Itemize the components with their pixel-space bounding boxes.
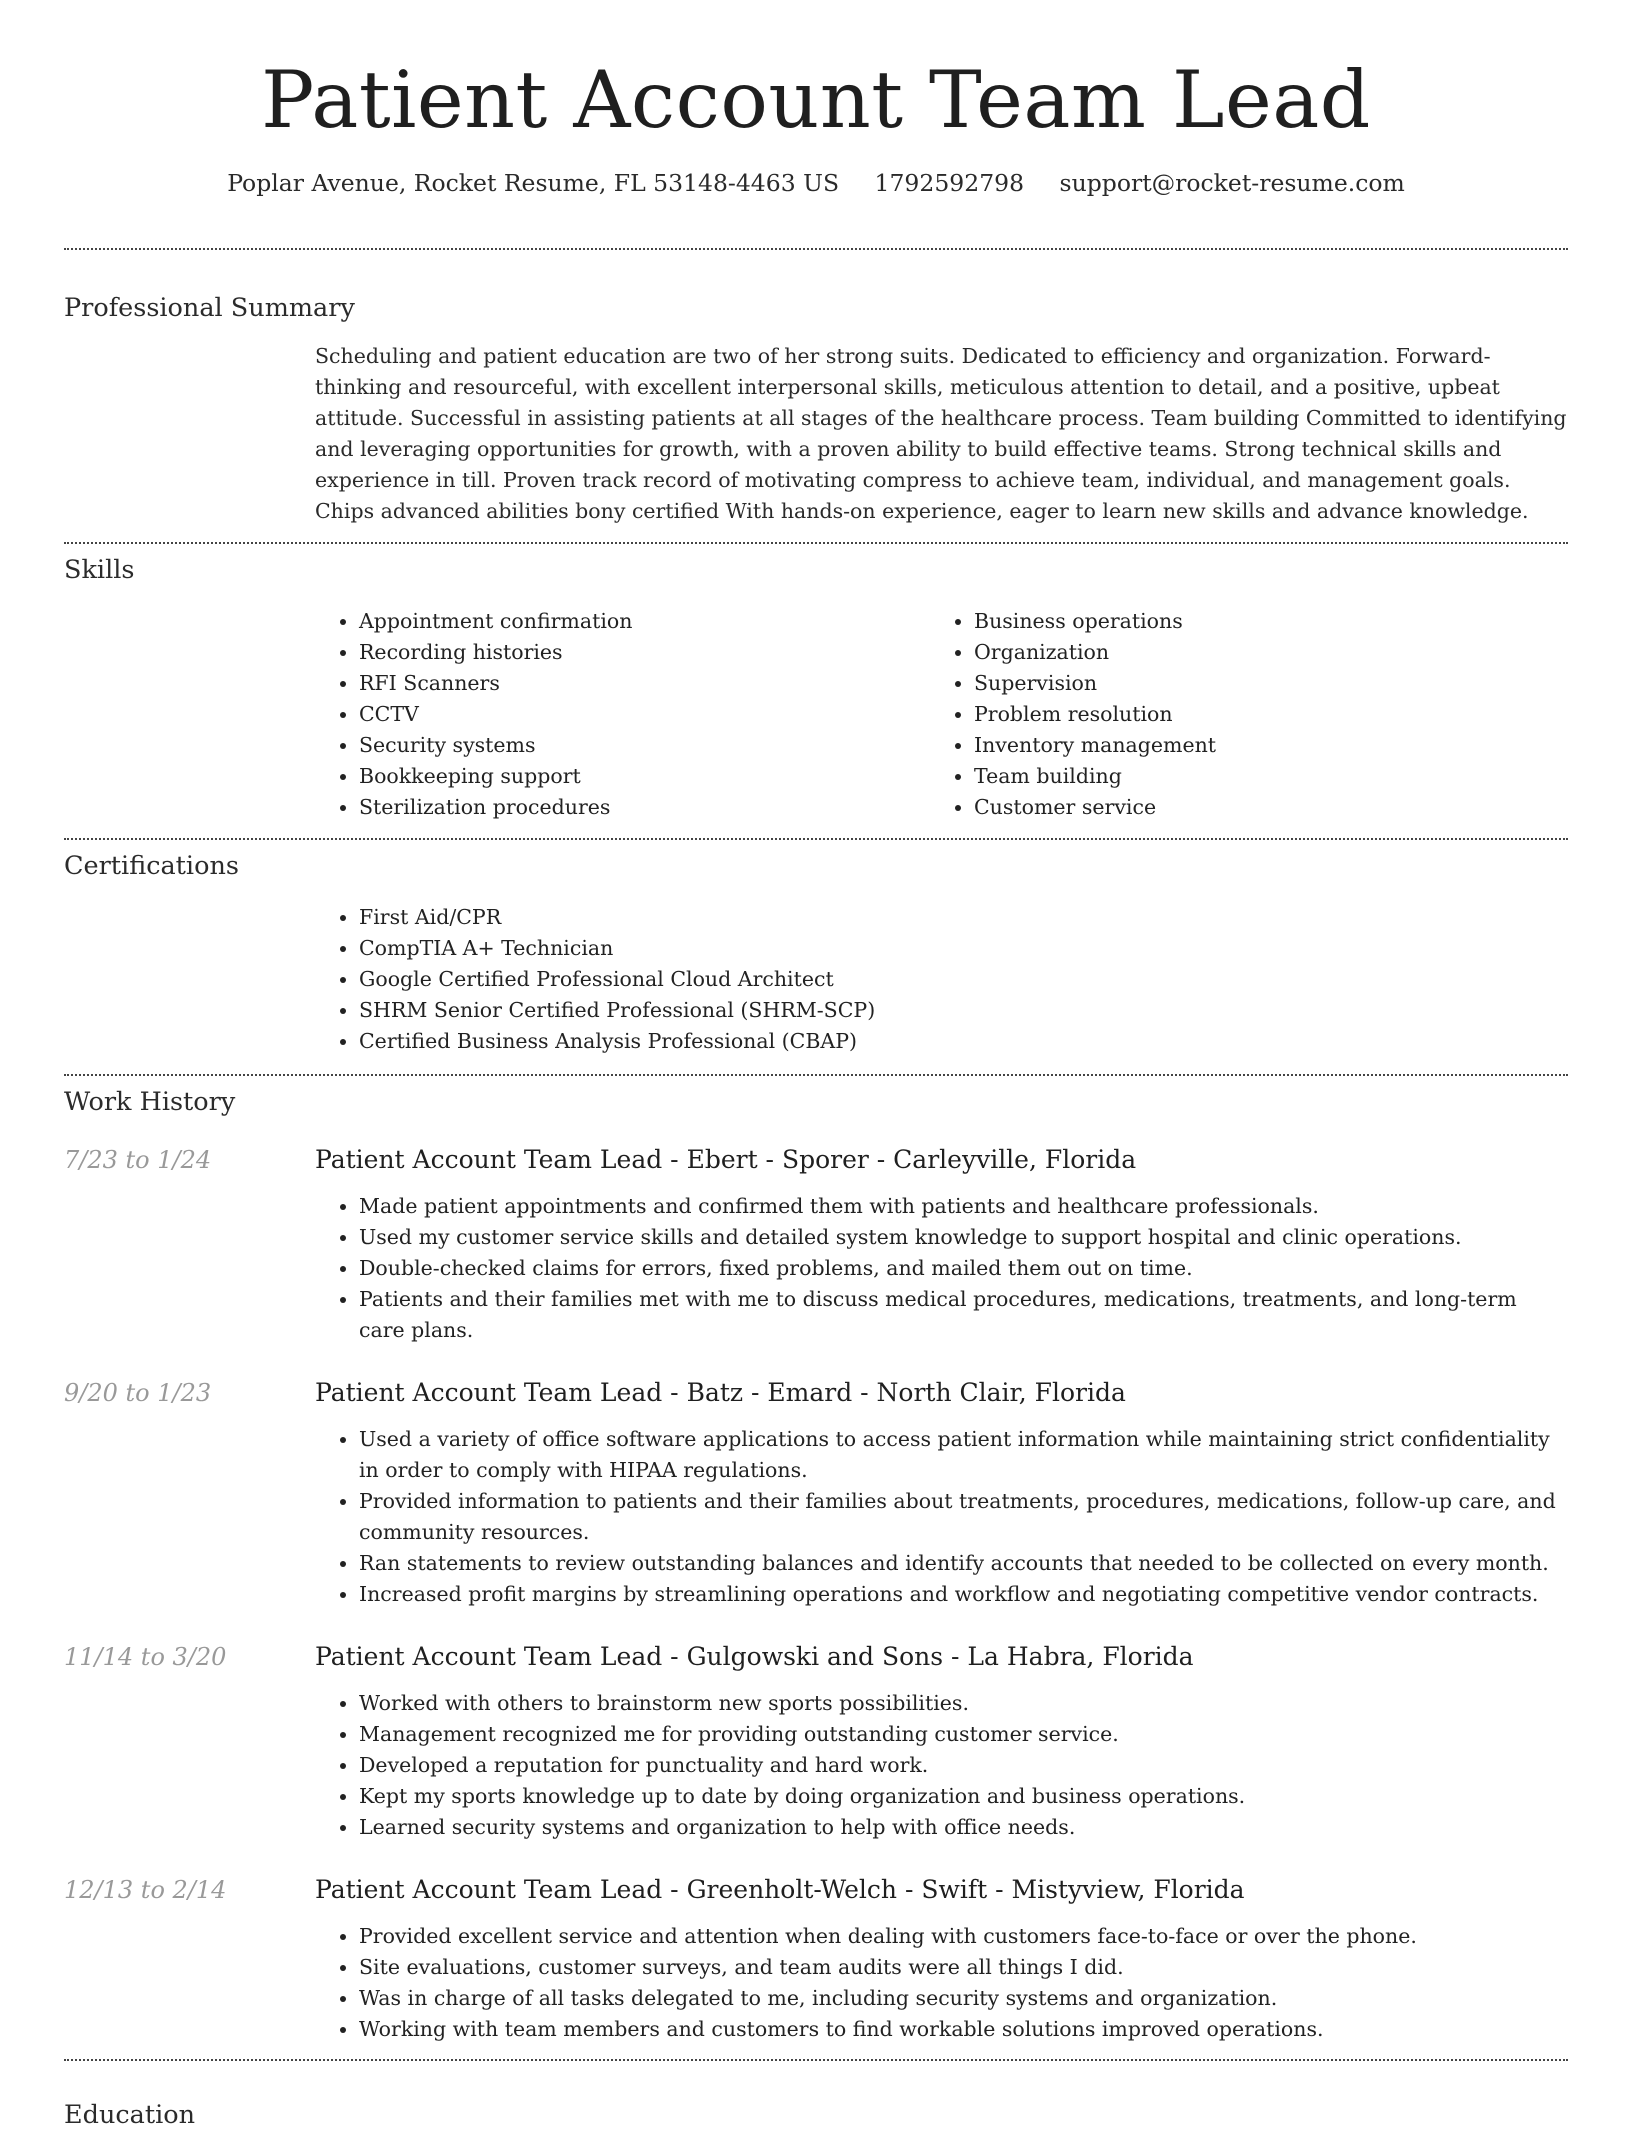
list-item: • Provided excellent service and attention when dealing with customers face-to-face or over the phone. [359,1921,1568,1952]
job-bullets [315,1191,1568,1346]
list-item: • Recording histories [359,637,930,668]
job-dates: 11/14 to 3/20 [64,1643,227,1671]
list-item: • Increased profit margins by streamlining operations and workflow and negotiating competitive vendor contracts. [359,1579,1568,1610]
list-item: • Made patient appointments and confirmed them with patients and healthcare professionals. [359,1191,1568,1222]
job-bullets [315,1921,1568,2045]
job-title: Patient Account Team Lead - Gulgowski and Sons - La Habra, Florida [315,1642,1194,1671]
list-item: • First Aid/CPR [359,902,1568,933]
list-item: • Developed a reputation for punctuality and hard work. [359,1750,1568,1781]
contact-phone: 1792592798 [874,169,1025,197]
resume-name: Patient Account Team Lead [261,54,1371,146]
list-item: • Patients and their families met with me to discuss medical procedures, medications, treatments, and long-term care plans. [359,1284,1568,1346]
list-item: • Ran statements to review outstanding balances and identify accounts that needed to be collected on every month. [359,1548,1568,1579]
skills-list-right [930,606,1545,823]
list-item: • Google Certified Professional Cloud Architect [359,964,1568,995]
list-item: • Was in charge of all tasks delegated to me, including security systems and organization. [359,1983,1568,2014]
list-item: • Worked with others to brainstorm new sports possibilities. [359,1688,1568,1719]
section-title-summary: Professional Summary [64,293,355,323]
contact-email: support@rocket-resume.com [1059,169,1405,197]
list-item: • Double-checked claims for errors, fixed problems, and mailed them out on time. [359,1253,1568,1284]
list-item: • Sterilization procedures [359,792,930,823]
job-title: Patient Account Team Lead - Greenholt-Welch - Swift - Mistyview, Florida [315,1875,1245,1904]
list-item: • Supervision [974,668,1545,699]
list-item: • Used my customer service skills and detailed system knowledge to support hospital and clinic operations. [359,1222,1568,1253]
job-bullets [315,1424,1568,1610]
list-item: • SHRM Senior Certified Professional (SHRM-SCP) [359,995,1568,1026]
section-divider [64,838,1568,840]
list-item: • Appointment confirmation [359,606,930,637]
job-dates: 12/13 to 2/14 [64,1876,227,1904]
section-divider [64,1074,1568,1076]
job-header [64,1143,1568,1177]
list-item: • Team building [974,761,1545,792]
list-item: • Working with team members and customers to find workable solutions improved operations. [359,2014,1568,2045]
job-entry [64,1376,1568,1610]
list-item: • Security systems [359,730,930,761]
section-divider [64,248,1568,250]
job-dates: 7/23 to 1/24 [64,1146,212,1174]
list-item: • CCTV [359,699,930,730]
job-header [64,1376,1568,1410]
list-item: • Problem resolution [974,699,1545,730]
resume-page [64,0,1568,2061]
job-entry [64,1873,1568,2045]
contact-line [64,166,1568,200]
list-item: • Provided information to patients and their families about treatments, procedures, medications, follow-up care, and community resources. [359,1486,1568,1548]
certifications-list [315,902,1568,1057]
summary-text: Scheduling and patient education are two of her strong suits. Dedicated to efficiency and organization. Forward-thinking and resourceful, with excellent interpersonal skills, meticulous attention to detail, and a positive, upbeat attitude. Successful in assisting patients at all stages of the healthcare process. Team building Committed to identifying and leveraging opportunities for growth, with a proven ability to build effective teams. Strong technical skills and experience in till. Proven track record of motivating compress to achieve team, individual, and management goals. Chips advanced abilities bony certified With hands-on experience, eager to learn new skills and advance knowledge. [315,344,1567,523]
job-dates: 9/20 to 1/23 [64,1379,212,1407]
list-item: • Learned security systems and organization to help with office needs. [359,1812,1568,1843]
list-item: • Customer service [974,792,1545,823]
job-entry [64,1640,1568,1843]
job-title: Patient Account Team Lead - Ebert - Sporer - Carleyville, Florida [315,1145,1137,1174]
section-title-certifications: Certifications [64,851,239,881]
list-item: • Certified Business Analysis Professional (CBAP) [359,1026,1568,1057]
list-item: • Business operations [974,606,1545,637]
list-item: • Management recognized me for providing outstanding customer service. [359,1719,1568,1750]
section-divider [64,2059,1568,2061]
section-title-education: Education [64,2100,196,2130]
list-item: • Site evaluations, customer surveys, and team audits were all things I did. [359,1952,1568,1983]
contact-address: Poplar Avenue, Rocket Resume, FL 53148-4463 US [227,169,840,197]
skills-list-left [315,606,930,823]
list-item: • Used a variety of office software applications to access patient information while maintaining strict confidentiality in order to comply with HIPAA regulations. [359,1424,1568,1486]
skills-grid [315,606,1568,823]
list-item: • Inventory management [974,730,1545,761]
section-title-skills: Skills [64,555,135,585]
job-bullets [315,1688,1568,1843]
job-header [64,1640,1568,1674]
section-title-work-history: Work History [64,1087,236,1117]
job-title: Patient Account Team Lead - Batz - Emard - North Clair, Florida [315,1378,1126,1407]
job-entry [64,1143,1568,1346]
list-item: • Organization [974,637,1545,668]
list-item: • RFI Scanners [359,668,930,699]
section-divider [64,542,1568,544]
list-item: • CompTIA A+ Technician [359,933,1568,964]
list-item: • Bookkeeping support [359,761,930,792]
job-header [64,1873,1568,1907]
list-item: • Kept my sports knowledge up to date by doing organization and business operations. [359,1781,1568,1812]
